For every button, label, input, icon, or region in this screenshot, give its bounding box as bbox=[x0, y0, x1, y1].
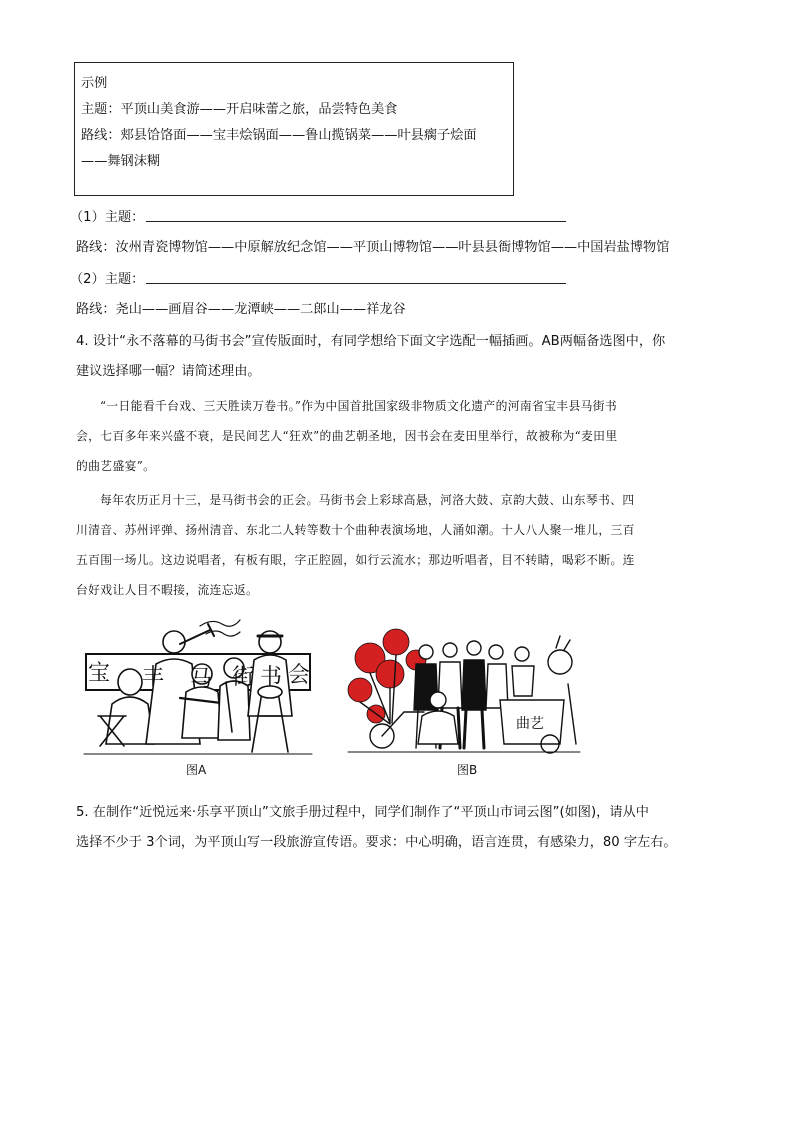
item2-label: （2）主题： bbox=[70, 272, 145, 287]
figure-a-banner-char: 马 bbox=[190, 667, 213, 692]
item1-route: 路线：汝州青瓷博物馆——中原解放纪念馆——平顶山博物馆——叶县县衙博物馆——中国岩盐博物馆 bbox=[76, 240, 670, 255]
figure-a-banner-char: 宝 bbox=[88, 661, 111, 686]
passage-p2-line2: 川清音、苏州评弹、扬州清音、东北二人转等数十个曲种表演场地，人涌如潮。十人八人聚一堆儿，三百 bbox=[76, 523, 635, 537]
figure-a-caption: 图A bbox=[186, 763, 207, 777]
figure-a-banner-char: 会 bbox=[288, 663, 311, 688]
example-route-line1: 路线：郏县饸饹面——宝丰烩锅面——鲁山揽锅菜——叶县瘸子烩面 bbox=[81, 128, 477, 143]
item1-answer-blank[interactable] bbox=[146, 208, 566, 222]
figure-a-banner-char: 书 bbox=[260, 665, 283, 690]
item2-theme-row bbox=[70, 268, 566, 287]
passage-p1-line2: 会，七百多年来兴盛不衰，是民间艺人“狂欢”的曲艺朝圣地，因书会在麦田里举行，故被称为“麦田里 bbox=[76, 429, 618, 443]
example-box bbox=[74, 62, 514, 196]
figure-b-sign-text: 曲艺 bbox=[516, 716, 544, 732]
item1-label: （1）主题： bbox=[70, 210, 145, 225]
balloon bbox=[376, 660, 404, 688]
figure-a-illustration[interactable] bbox=[82, 612, 314, 758]
example-route-line2: ——舞钢沫糊 bbox=[81, 154, 161, 169]
item2-answer-blank[interactable] bbox=[146, 270, 566, 284]
passage-p1-line1: “一日能看千台戏、三天胜读万卷书。”作为中国首批国家级非物质文化遗产的河南省宝丰县马街书 bbox=[100, 399, 618, 413]
figure-b-caption: 图B bbox=[457, 763, 478, 777]
figure-a-banner-char: 丰 bbox=[142, 665, 165, 690]
q5-line1: 5. 在制作“近悦远来·乐享平顶山”文旅手册过程中，同学们制作了“平顶山市词云图”(如图)，请从中 bbox=[76, 805, 649, 820]
q4-line1: 4. 设计“永不落幕的马街书会”宣传版面时，有同学想给下面文字选配一幅插画。AB两幅备选图中，你 bbox=[76, 334, 666, 349]
example-theme: 主题：平顶山美食游——开启味蕾之旅，品尝特色美食 bbox=[81, 102, 398, 117]
balloon bbox=[348, 678, 372, 702]
q4-line2: 建议选择哪一幅？请简述理由。 bbox=[76, 364, 261, 379]
figure-b-illustration[interactable] bbox=[346, 624, 582, 758]
figure-a-banner-char: 街 bbox=[232, 665, 255, 690]
passage-p1-line3: 的曲艺盛宴”。 bbox=[76, 459, 156, 473]
item2-route: 路线：尧山——画眉谷——龙潭峡——二郎山——祥龙谷 bbox=[76, 302, 406, 317]
example-heading: 示例 bbox=[81, 76, 108, 91]
q5-line2: 选择不少于 3个词，为平顶山写一段旅游宣传语。要求：中心明确，语言连贯，有感染力，80 字左右。 bbox=[76, 835, 677, 850]
passage-p2-line4: 台好戏让人目不暇接，流连忘返。 bbox=[76, 583, 259, 597]
balloon bbox=[383, 629, 409, 655]
passage-p2-line1: 每年农历正月十三，是马街书会的正会。马街书会上彩球高悬，河洛大鼓、京韵大鼓、山东琴书、四 bbox=[100, 493, 635, 507]
passage-p2-line3: 五百围一场儿。这边说唱者，有板有眼，字正腔圆，如行云流水；那边听唱者，目不转睛，喝彩不断。连 bbox=[76, 553, 635, 567]
item1-theme-row bbox=[70, 206, 566, 225]
